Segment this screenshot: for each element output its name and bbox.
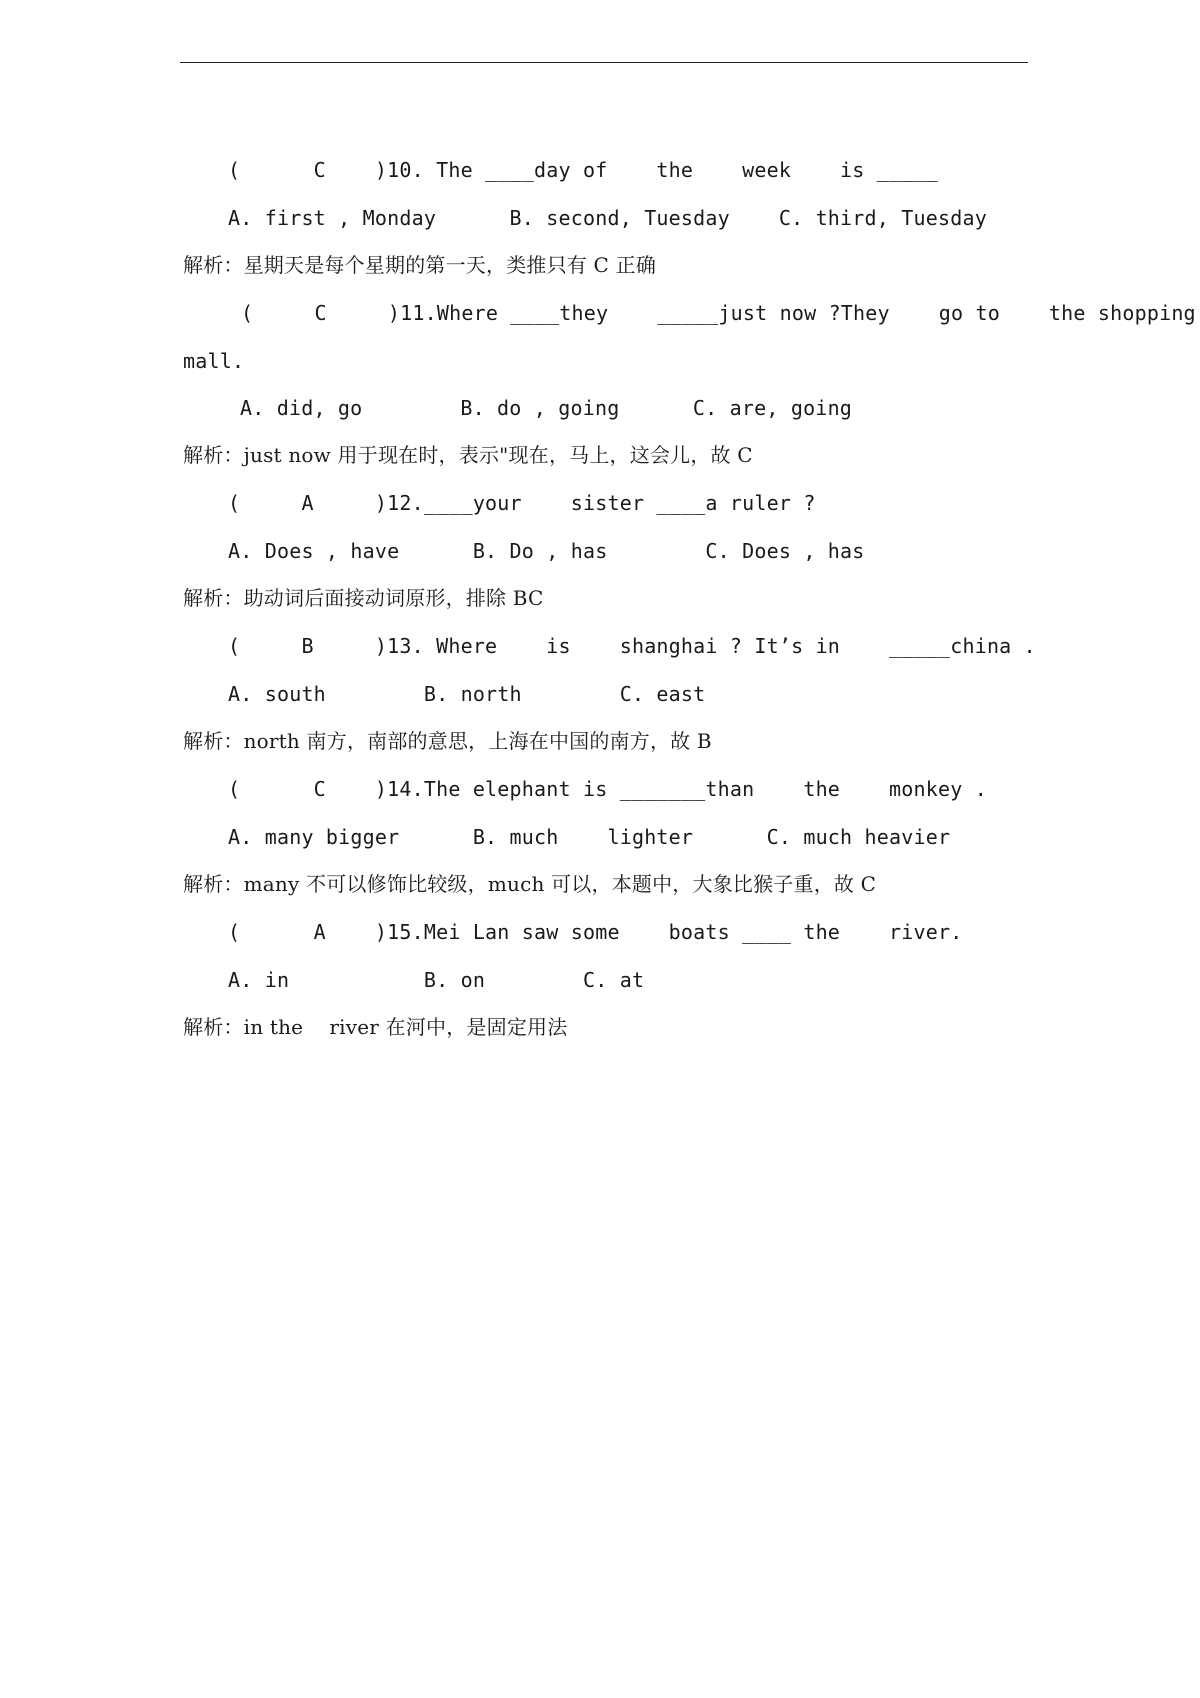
question-11-analysis: 解析：just now 用于现在时，表示"现在，马上，这会儿，故 C <box>183 443 753 467</box>
question-12-stem: ( A )12.____your sister ____a ruler ? <box>228 491 816 515</box>
question-10-analysis: 解析：星期天是每个星期的第一天，类推只有 C 正确 <box>183 253 657 277</box>
question-13-stem: ( B )13. Where is shanghai ? It’s in _____china . <box>228 634 1036 658</box>
question-14-analysis: 解析：many 不可以修饰比较级，much 可以，本题中，大象比猴子重，故 C <box>183 872 877 896</box>
question-13-options: A. south B. north C. east <box>228 682 706 706</box>
question-14-options: A. many bigger B. much lighter C. much heavier <box>228 825 951 849</box>
question-11-stem-continued: mall. <box>183 349 245 373</box>
question-12-options: A. Does , have B. Do , has C. Does , has <box>228 539 865 563</box>
question-11-options: A. did, go B. do , going C. are, going <box>240 396 853 420</box>
question-11-stem: ( C )11.Where ____they _____just now ?They go to the shopping <box>241 301 1196 325</box>
question-10-stem: ( C )10. The ____day of the week is _____ <box>228 158 938 182</box>
question-10-options: A. first , Monday B. second, Tuesday C. third, Tuesday <box>228 206 987 230</box>
question-14-stem: ( C )14.The elephant is _______than the monkey . <box>228 777 987 801</box>
question-12-analysis: 解析：助动词后面接动词原形，排除 BC <box>183 586 544 610</box>
header-rule <box>180 62 1028 63</box>
question-15-stem: ( A )15.Mei Lan saw some boats ____ the river. <box>228 920 963 944</box>
question-15-analysis: 解析：in the river 在河中，是固定用法 <box>183 1015 568 1039</box>
question-15-options: A. in B. on C. at <box>228 968 645 992</box>
question-13-analysis: 解析：north 南方，南部的意思，上海在中国的南方，故 B <box>183 729 712 753</box>
